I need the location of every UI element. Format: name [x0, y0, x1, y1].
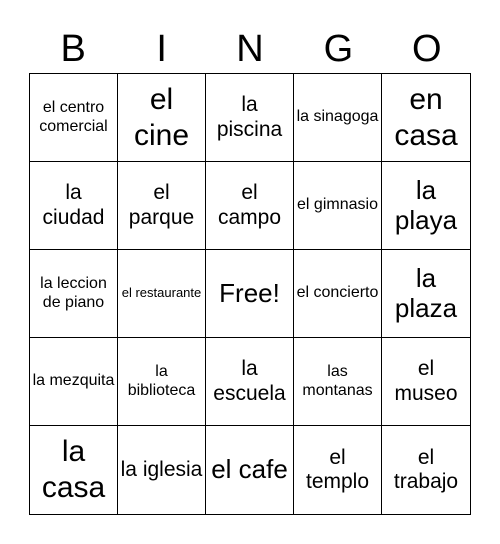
cell-text: el trabajo	[393, 445, 459, 493]
cell-text: la leccion de piano	[40, 275, 107, 311]
bingo-cell[interactable]	[206, 426, 294, 514]
cell-text: el cafe	[211, 454, 288, 485]
bingo-header	[29, 24, 471, 74]
bingo-cell[interactable]	[118, 338, 206, 426]
cell-text: las montanas	[302, 363, 373, 399]
cell-text: la piscina	[216, 93, 283, 141]
cell-text: el museo	[394, 357, 458, 405]
bingo-cell[interactable]	[118, 250, 206, 338]
cell-text: la playa	[394, 174, 458, 235]
cell-text: el parque	[128, 181, 195, 229]
cell-text: la iglesia	[120, 457, 203, 481]
bingo-cell[interactable]	[382, 338, 470, 426]
bingo-cell[interactable]	[206, 162, 294, 250]
cell-text: la mezquita	[32, 372, 115, 390]
bingo-cell[interactable]	[30, 74, 118, 162]
header-letter-o: O	[412, 28, 442, 70]
cell-text: la escuela	[213, 357, 286, 405]
bingo-cell[interactable]	[382, 74, 470, 162]
cell-text: la sinagoga	[296, 108, 379, 126]
cell-text: el campo	[217, 181, 282, 229]
cell-text: la biblioteca	[127, 363, 196, 399]
bingo-cell[interactable]	[118, 426, 206, 514]
bingo-cell[interactable]	[206, 74, 294, 162]
cell-text: el templo	[305, 445, 370, 493]
bingo-cell[interactable]	[118, 162, 206, 250]
header-letter-i: I	[156, 28, 167, 70]
bingo-cell[interactable]	[30, 250, 118, 338]
bingo-cell[interactable]	[30, 338, 118, 426]
bingo-cell[interactable]	[206, 338, 294, 426]
free-space-text: Free!	[219, 277, 280, 308]
cell-text: la ciudad	[42, 181, 105, 229]
bingo-cell[interactable]	[294, 250, 382, 338]
cell-text: el centro comercial	[39, 99, 108, 135]
bingo-cell[interactable]	[118, 74, 206, 162]
bingo-cell[interactable]	[30, 426, 118, 514]
cell-text: la plaza	[394, 262, 458, 323]
cell-text: el gimnasio	[297, 196, 378, 214]
bingo-cell[interactable]	[382, 426, 470, 514]
bingo-cell[interactable]	[382, 162, 470, 250]
bingo-cell[interactable]	[294, 426, 382, 514]
bingo-cell[interactable]	[294, 338, 382, 426]
bingo-cell[interactable]	[294, 162, 382, 250]
bingo-cell[interactable]	[382, 250, 470, 338]
cell-text: en casa	[394, 82, 458, 152]
header-letter-b: B	[60, 28, 86, 70]
cell-text: el restaurante	[121, 285, 202, 301]
cell-text: la casa	[41, 435, 106, 504]
bingo-cell-free[interactable]	[206, 250, 294, 338]
cell-text: el concierto	[296, 284, 379, 302]
header-letter-g: G	[323, 28, 354, 70]
header-letter-n: N	[236, 28, 264, 70]
bingo-board	[29, 73, 471, 515]
bingo-cell[interactable]	[294, 74, 382, 162]
cell-text: el cine	[133, 82, 190, 152]
bingo-cell[interactable]	[30, 162, 118, 250]
